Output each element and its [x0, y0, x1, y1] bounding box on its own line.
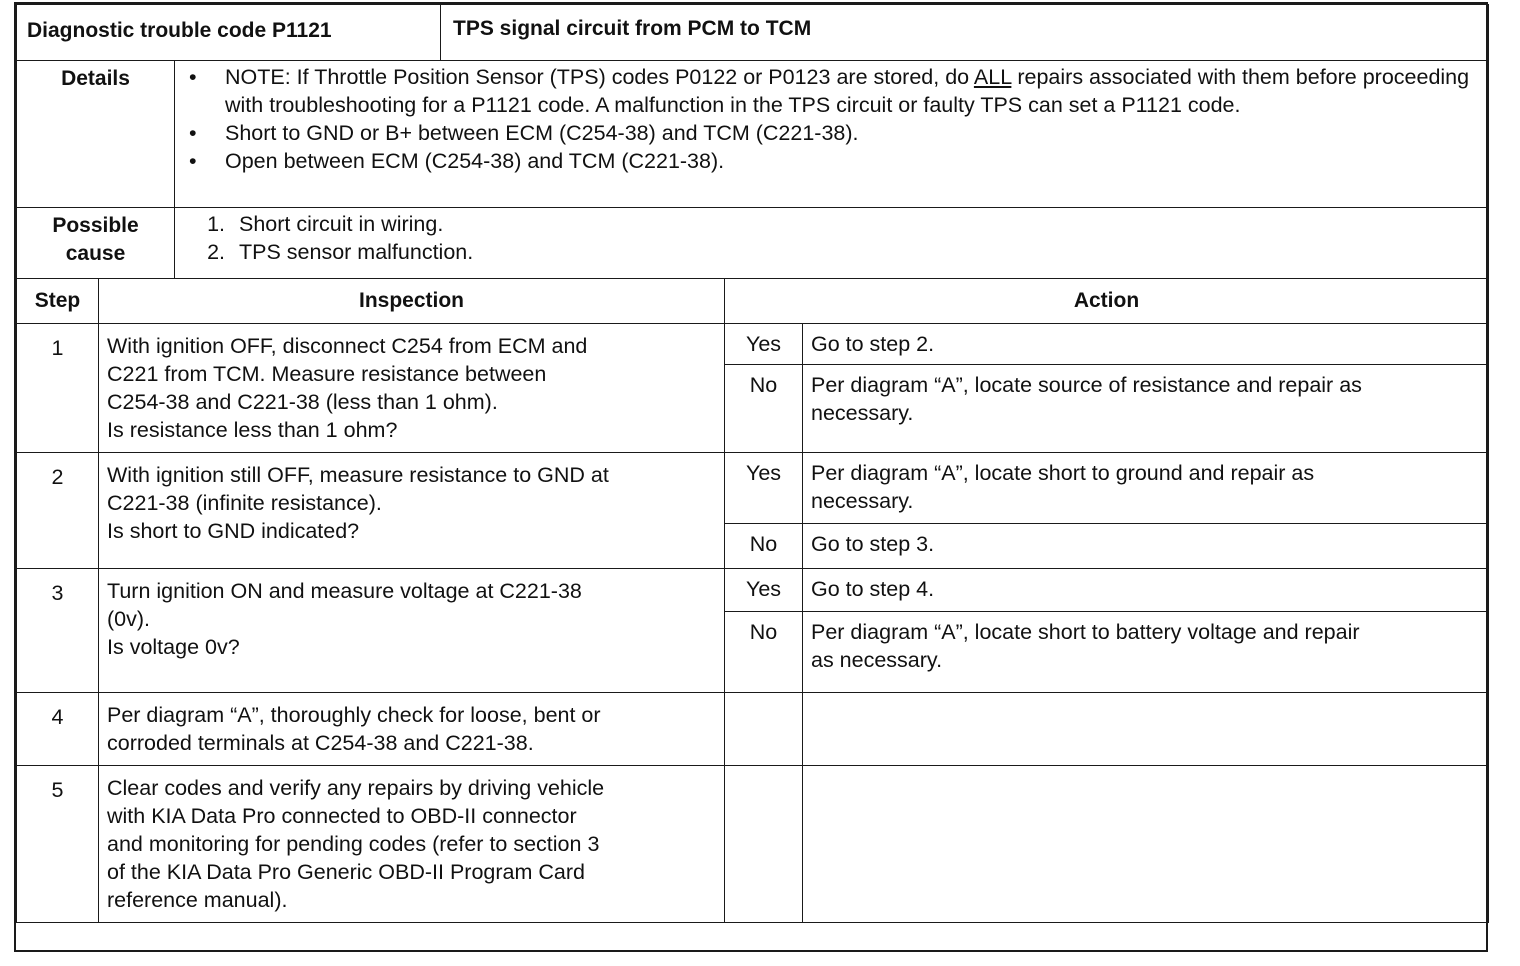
- step-row: [17, 693, 1489, 766]
- step-row: [17, 766, 1489, 923]
- inspection-line: Per diagram “A”, thoroughly check for loose, bent or: [107, 703, 601, 727]
- details-note-text-cont: repairs associated with them before proceeding with troubleshooting for a P1121 code. A malfunction in the TPS circuit or faulty TPS can set a P1121 code.: [225, 65, 1470, 117]
- bullet-marker: •: [189, 149, 197, 173]
- action-line: Per diagram “A”, locate short to battery voltage and repair: [811, 620, 1360, 644]
- details-bullet-text: Short to GND or B+ between ECM (C254-38) and TCM (C221-38).: [225, 121, 859, 145]
- no-action: Go to step 3.: [803, 524, 1489, 569]
- inspection-line: C254-38 and C221-38 (less than 1 ohm).: [107, 390, 498, 414]
- empty-yn-cell: [725, 693, 803, 766]
- inspection-line: reference manual).: [107, 888, 288, 912]
- step-inspection: [99, 766, 725, 923]
- cause-text: Short circuit in wiring.: [239, 212, 444, 236]
- no-action: [803, 365, 1489, 453]
- diagnostic-table-sheet: [14, 2, 1488, 952]
- possible-cause-body: [175, 208, 1489, 279]
- cause-item: [185, 238, 1478, 266]
- details-note-emphasis: ALL: [973, 65, 1012, 89]
- empty-yn-cell: [725, 766, 803, 923]
- details-note-text: NOTE: If Throttle Position Sensor (TPS) codes P0122 or P0123 are stored, do: [225, 65, 974, 89]
- cause-number: 1.: [207, 212, 225, 236]
- step-row: [17, 569, 1489, 612]
- header-row: [17, 5, 1489, 61]
- step-inspection: [99, 569, 725, 693]
- step-inspection: [99, 324, 725, 453]
- diagnostic-table: [16, 4, 1489, 923]
- step-number: 1: [17, 324, 99, 453]
- step-row: [17, 453, 1489, 524]
- inspection-line: With ignition still OFF, measure resistance to GND at: [107, 463, 609, 487]
- possible-cause-label-line1: Possible: [52, 214, 139, 237]
- details-bullet: [189, 63, 1478, 119]
- yes-label: Yes: [725, 453, 803, 524]
- bullet-marker: •: [189, 121, 197, 145]
- inspection-line: with KIA Data Pro connected to OBD-II connector: [107, 804, 577, 828]
- dtc-title: TPS signal circuit from PCM to TCM: [441, 5, 1489, 61]
- inspection-line: C221-38 (infinite resistance).: [107, 491, 382, 515]
- inspection-column-header: Inspection: [99, 279, 725, 324]
- step-column-header: Step: [17, 279, 99, 324]
- cause-text: TPS sensor malfunction.: [239, 240, 474, 264]
- inspection-line: (0v).: [107, 607, 150, 631]
- step-number: 5: [17, 766, 99, 923]
- details-row: [17, 61, 1489, 208]
- bullet-marker: •: [189, 65, 197, 89]
- action-line: as necessary.: [811, 648, 943, 672]
- possible-cause-label-line2: cause: [65, 242, 126, 265]
- column-header-row: [17, 279, 1489, 324]
- yes-label: Yes: [725, 569, 803, 612]
- yes-action: Go to step 2.: [803, 324, 1489, 365]
- details-bullet: [189, 119, 1478, 147]
- step-number: 3: [17, 569, 99, 693]
- step-inspection: [99, 693, 725, 766]
- step-number: 4: [17, 693, 99, 766]
- inspection-line: Clear codes and verify any repairs by driving vehicle: [107, 776, 605, 800]
- step-number: 2: [17, 453, 99, 569]
- cause-item: [185, 210, 1478, 238]
- no-label: No: [725, 524, 803, 569]
- possible-cause-row: [17, 208, 1489, 279]
- possible-cause-label: [17, 208, 175, 279]
- no-label: No: [725, 612, 803, 693]
- details-bullet-text: Open between ECM (C254-38) and TCM (C221-38).: [225, 149, 725, 173]
- inspection-line: of the KIA Data Pro Generic OBD-II Program Card: [107, 860, 585, 884]
- inspection-line: and monitoring for pending codes (refer to section 3: [107, 832, 600, 856]
- inspection-line: Is short to GND indicated?: [107, 519, 360, 543]
- inspection-line: corroded terminals at C254-38 and C221-38.: [107, 731, 534, 755]
- no-label: No: [725, 365, 803, 453]
- inspection-line: Is resistance less than 1 ohm?: [107, 418, 398, 442]
- action-column-header: Action: [725, 279, 1489, 324]
- inspection-line: Is voltage 0v?: [107, 635, 240, 659]
- action-line: necessary.: [811, 401, 914, 426]
- empty-action-cell: [803, 693, 1489, 766]
- step-row: [17, 324, 1489, 365]
- inspection-line: Turn ignition ON and measure voltage at C221-38: [107, 579, 582, 603]
- yes-action: [803, 453, 1489, 524]
- action-line: Per diagram “A”, locate short to ground and repair as: [811, 461, 1315, 485]
- dtc-code-label: Diagnostic trouble code P1121: [17, 5, 441, 61]
- action-line: Per diagram “A”, locate source of resistance and repair as: [811, 373, 1362, 398]
- empty-action-cell: [803, 766, 1489, 923]
- inspection-line: With ignition OFF, disconnect C254 from ECM and: [107, 334, 588, 358]
- step-inspection: [99, 453, 725, 569]
- details-label: Details: [17, 61, 175, 208]
- details-bullet: [189, 147, 1478, 175]
- yes-action: Go to step 4.: [803, 569, 1489, 612]
- no-action: [803, 612, 1489, 693]
- cause-number: 2.: [207, 240, 225, 264]
- details-body: [175, 61, 1489, 208]
- yes-label: Yes: [725, 324, 803, 365]
- action-line: necessary.: [811, 489, 914, 513]
- inspection-line: C221 from TCM. Measure resistance between: [107, 362, 547, 386]
